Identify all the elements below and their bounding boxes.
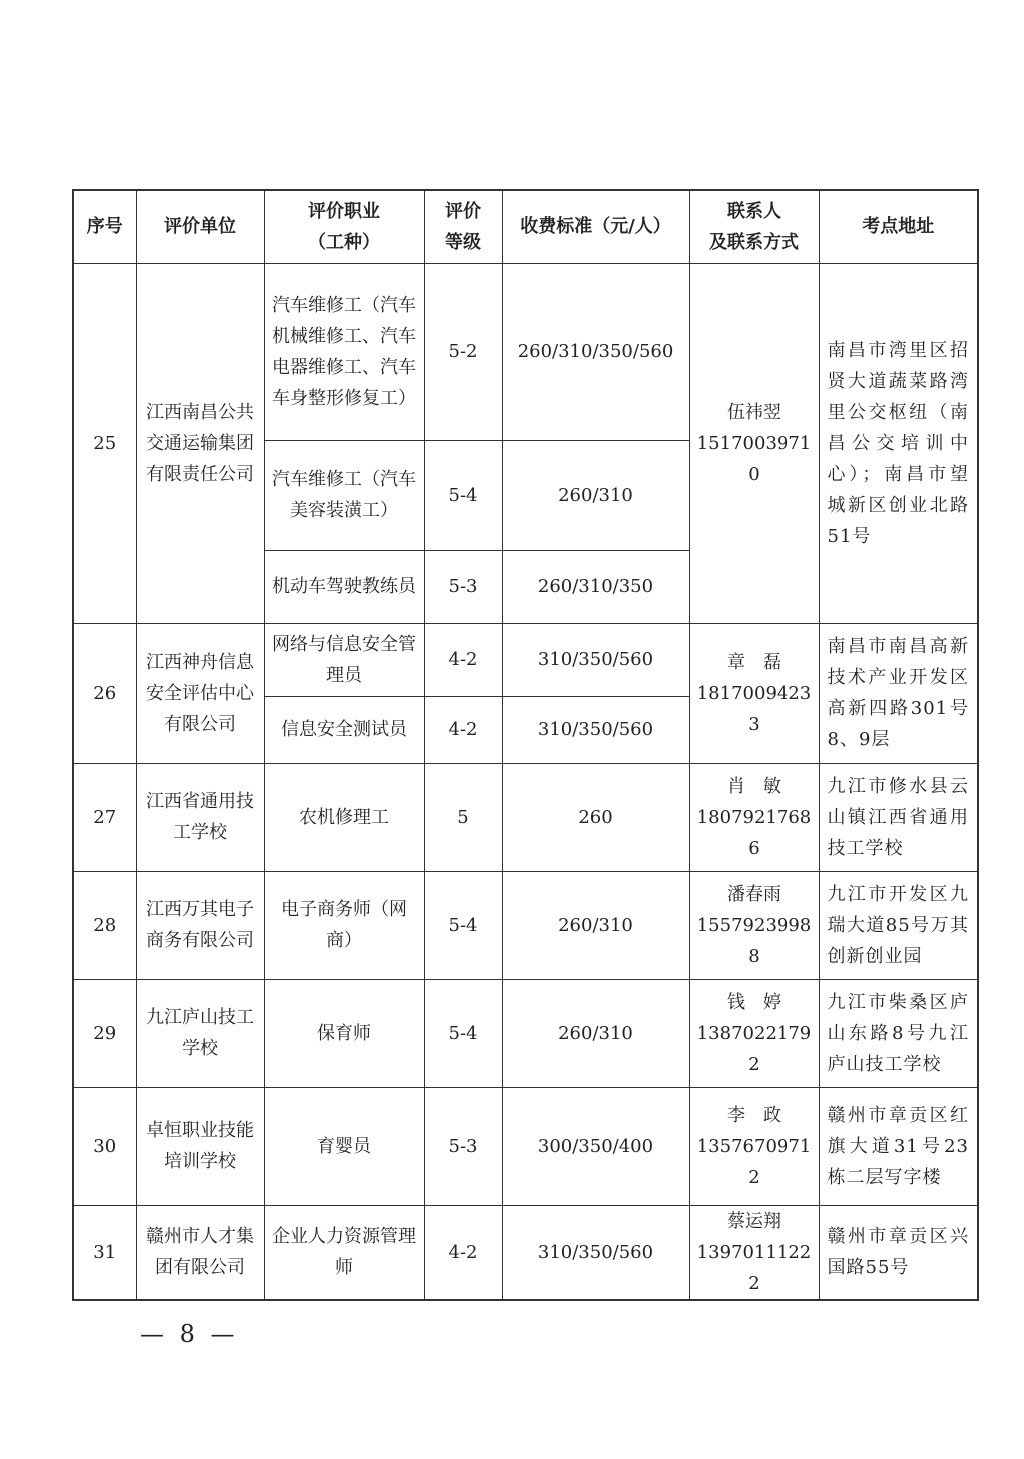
header-contact-line2: 及联系方式: [709, 231, 799, 253]
header-seq: 序号: [73, 190, 136, 263]
contact-name: 章 磊: [727, 651, 781, 673]
table-row: [73, 623, 978, 696]
seq-cell: 31: [73, 1205, 136, 1300]
contact-cell: [689, 263, 819, 623]
grade-cell: 5-4: [424, 871, 502, 979]
fee-cell: 310/350/560: [502, 696, 689, 763]
grade-cell: 4-2: [424, 1205, 502, 1300]
fee-cell: 310/350/560: [502, 1205, 689, 1300]
unit-cell: 江西万其电子商务有限公司: [136, 871, 264, 979]
grade-cell: 5-3: [424, 1087, 502, 1205]
contact-cell: [689, 1087, 819, 1205]
address-cell: 九江市开发区九瑞大道85号万其创新创业园: [819, 871, 978, 979]
address-cell: 南昌市湾里区招贤大道蔬菜路湾里公交枢纽（南昌公交培训中心）；南昌市望城新区创业北路51号: [819, 263, 978, 623]
address-cell: 九江市柴桑区庐山东路8号九江庐山技工学校: [819, 979, 978, 1087]
address-cell: 九江市修水县云山镇江西省通用技工学校: [819, 763, 978, 871]
fee-cell: 260: [502, 763, 689, 871]
seq-cell: 25: [73, 263, 136, 623]
job-cell: 信息安全测试员: [264, 696, 424, 763]
contact-phone: 13870221792: [696, 1022, 812, 1075]
header-grade: [424, 190, 502, 263]
contact-phone: 13970111222: [696, 1241, 812, 1294]
contact-phone: 18170094233: [696, 682, 812, 735]
job-cell: 汽车维修工（汽车机械维修工、汽车电器维修工、汽车车身整形修复工）: [264, 263, 424, 440]
contact-name: 肖 敏: [727, 775, 781, 797]
address-cell: 赣州市章贡区兴国路55号: [819, 1205, 978, 1300]
header-grade-line2: 等级: [445, 231, 481, 253]
seq-cell: 26: [73, 623, 136, 763]
seq-cell: 28: [73, 871, 136, 979]
header-job-line1: 评价职业: [308, 200, 380, 222]
header-contact-line1: 联系人: [727, 200, 781, 222]
page-number: — 8 —: [140, 1320, 239, 1348]
fee-cell: 260/310: [502, 871, 689, 979]
contact-cell: [689, 979, 819, 1087]
grade-cell: 5-2: [424, 263, 502, 440]
job-cell: 网络与信息安全管理员: [264, 623, 424, 696]
header-job-line2: （工种）: [308, 231, 380, 253]
contact-phone: 15170039710: [696, 432, 812, 485]
fee-cell: 260/310/350: [502, 550, 689, 623]
table-row: [73, 263, 978, 440]
job-cell: 育婴员: [264, 1087, 424, 1205]
fee-cell: 260/310: [502, 440, 689, 550]
unit-cell: 江西神舟信息安全评估中心有限公司: [136, 623, 264, 763]
table-row: [73, 1087, 978, 1205]
contact-cell: [689, 871, 819, 979]
unit-cell: 卓恒职业技能培训学校: [136, 1087, 264, 1205]
unit-cell: 九江庐山技工学校: [136, 979, 264, 1087]
table-row: [73, 979, 978, 1087]
seq-cell: 29: [73, 979, 136, 1087]
contact-phone: 15579239988: [696, 914, 812, 967]
grade-cell: 5-4: [424, 440, 502, 550]
table-row: [73, 871, 978, 979]
table-header-row: [73, 190, 978, 263]
header-job: [264, 190, 424, 263]
grade-cell: 5: [424, 763, 502, 871]
job-cell: 企业人力资源管理师: [264, 1205, 424, 1300]
grade-cell: 4-2: [424, 623, 502, 696]
grade-cell: 4-2: [424, 696, 502, 763]
header-contact: [689, 190, 819, 263]
seq-cell: 27: [73, 763, 136, 871]
contact-name: 李 政: [727, 1104, 781, 1126]
fee-cell: 260/310: [502, 979, 689, 1087]
unit-cell: 赣州市人才集团有限公司: [136, 1205, 264, 1300]
contact-cell: [689, 623, 819, 763]
job-cell: 农机修理工: [264, 763, 424, 871]
contact-cell: [689, 763, 819, 871]
address-cell: 赣州市章贡区红旗大道31号23栋二层写字楼: [819, 1087, 978, 1205]
contact-name: 潘春雨: [727, 883, 781, 905]
job-cell: 汽车维修工（汽车美容装潢工）: [264, 440, 424, 550]
contact-name: 伍祎翌: [727, 401, 781, 423]
grade-cell: 5-3: [424, 550, 502, 623]
header-fee: 收费标准（元/人）: [502, 190, 689, 263]
unit-cell: 江西南昌公共交通运输集团有限责任公司: [136, 263, 264, 623]
seq-cell: 30: [73, 1087, 136, 1205]
table-row: [73, 763, 978, 871]
address-cell: 南昌市南昌高新技术产业开发区高新四路301号8、9层: [819, 623, 978, 763]
unit-cell: 江西省通用技工学校: [136, 763, 264, 871]
job-cell: 电子商务师（网商）: [264, 871, 424, 979]
evaluation-fee-table: [72, 189, 979, 1301]
table-row: [73, 1205, 978, 1300]
job-cell: 保育师: [264, 979, 424, 1087]
fee-cell: 300/350/400: [502, 1087, 689, 1205]
grade-cell: 5-4: [424, 979, 502, 1087]
contact-cell: [689, 1205, 819, 1300]
header-address: 考点地址: [819, 190, 978, 263]
contact-name: 蔡运翔: [727, 1210, 781, 1232]
fee-cell: 260/310/350/560: [502, 263, 689, 440]
contact-phone: 18079217686: [696, 806, 812, 859]
job-cell: 机动车驾驶教练员: [264, 550, 424, 623]
fee-cell: 310/350/560: [502, 623, 689, 696]
header-grade-line1: 评价: [445, 200, 481, 222]
contact-name: 钱 婷: [727, 991, 781, 1013]
contact-phone: 13576709712: [696, 1135, 812, 1188]
header-unit: 评价单位: [136, 190, 264, 263]
